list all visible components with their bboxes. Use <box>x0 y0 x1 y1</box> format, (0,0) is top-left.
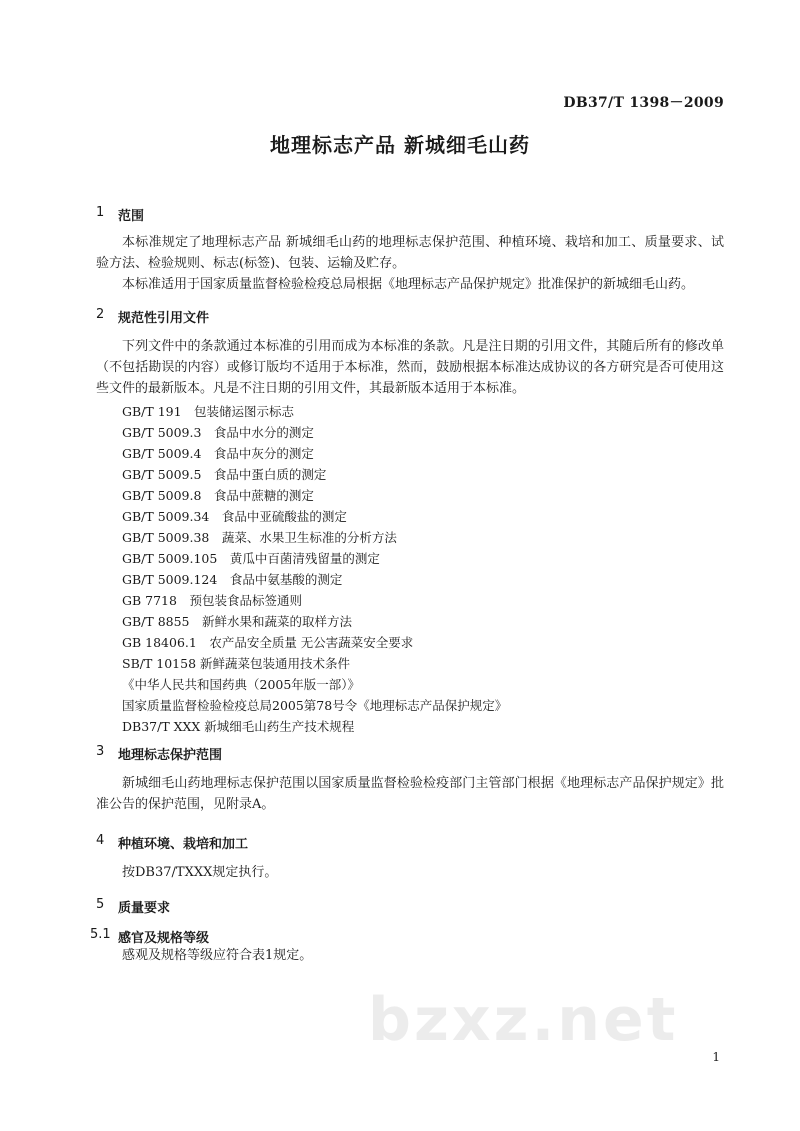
section-2-intro: 下列文件中的条款通过本标准的引用而成为本标准的条款。凡是注日期的引用文件，其随后所有的修改单（不包括勘误的内容）或修订版均不适用于本标准，然而，鼓励根据本标准达成协议的各方研究是否可使用这些文件的最新版本。凡是不注日期的引用文件，其最新版本适用于本标准。 <box>96 339 724 396</box>
document-title: 地理标志产品 新城细毛山药 <box>270 133 530 157</box>
reference-item: 国家质量监督检验检疫总局2005第78号令《地理标志产品保护规定》 <box>122 698 508 713</box>
section-4-heading <box>96 833 248 852</box>
section-4-text: 按DB37/TXXX规定执行。 <box>122 865 278 880</box>
reference-item: GB/T 5009.34 食品中亚硫酸盐的测定 <box>122 509 347 524</box>
section-2-number: 2 <box>96 307 105 322</box>
section-5-1-heading <box>90 927 209 946</box>
reference-item: GB/T 191 包装储运图示标志 <box>122 404 295 419</box>
section-3-number: 3 <box>96 744 105 759</box>
section-5-title: 质量要求 <box>118 901 171 916</box>
reference-item: GB/T 5009.38 蔬菜、水果卫生标准的分析方法 <box>122 530 397 545</box>
standard-number: DB37/T 1398－2009 <box>563 95 724 111</box>
section-5-heading <box>96 897 170 916</box>
section-3-heading <box>96 744 222 763</box>
section-4-number: 4 <box>96 833 105 848</box>
section-1-paragraph-1: 本标准规定了地理标志产品 新城细毛山药的地理标志保护范围、种植环境、栽培和加工、质量要求、试验方法、检验规则、标志(标签)、包装、运输及贮存。 <box>96 235 724 271</box>
reference-item: GB 18406.1 农产品安全质量 无公害蔬菜安全要求 <box>122 635 414 650</box>
section-1-heading <box>96 205 144 224</box>
reference-item: GB/T 8855 新鲜水果和蔬菜的取样方法 <box>122 614 353 629</box>
reference-item: 《中华人民共和国药典（2005年版一部）》 <box>122 677 361 692</box>
reference-item: GB/T 5009.4 食品中灰分的测定 <box>122 446 314 461</box>
reference-item: GB/T 5009.105 黄瓜中百菌清残留量的测定 <box>122 551 380 566</box>
section-1-number: 1 <box>96 205 105 220</box>
section-5-number: 5 <box>96 897 105 912</box>
section-5-1-title: 感官及规格等级 <box>118 931 210 946</box>
reference-item: GB 7718 预包装食品标签通则 <box>122 593 302 608</box>
reference-item: DB37/T XXX 新城细毛山药生产技术规程 <box>122 719 355 734</box>
section-3-title: 地理标志保护范围 <box>118 748 223 763</box>
reference-item: GB/T 5009.8 食品中蔗糖的测定 <box>122 488 314 503</box>
reference-item: GB/T 5009.124 食品中氨基酸的测定 <box>122 572 343 587</box>
section-3-text: 新城细毛山药地理标志保护范围以国家质量监督检验检疫部门主管部门根据《地理标志产品保护规定》批准公告的保护范围，见附录A。 <box>96 776 724 812</box>
reference-item: SB/T 10158 新鲜蔬菜包装通用技术条件 <box>122 656 351 671</box>
reference-item: GB/T 5009.3 食品中水分的测定 <box>122 425 314 440</box>
watermark: bzxz.net <box>368 985 679 1055</box>
reference-item: GB/T 5009.5 食品中蛋白质的测定 <box>122 467 327 482</box>
normative-reference-list <box>122 401 507 737</box>
section-5-1-text: 感观及规格等级应符合表1规定。 <box>122 948 313 963</box>
section-5-1-number: 5.1 <box>90 927 111 942</box>
section-2-heading <box>96 307 209 326</box>
section-4-title: 种植环境、栽培和加工 <box>118 837 249 852</box>
section-1-title: 范围 <box>118 209 145 224</box>
section-2-title: 规范性引用文件 <box>118 311 210 326</box>
page-number: 1 <box>712 1050 720 1064</box>
section-1-paragraph-2: 本标准适用于国家质量监督检验检疫总局根据《地理标志产品保护规定》批准保护的新城细毛山药。 <box>122 277 695 292</box>
